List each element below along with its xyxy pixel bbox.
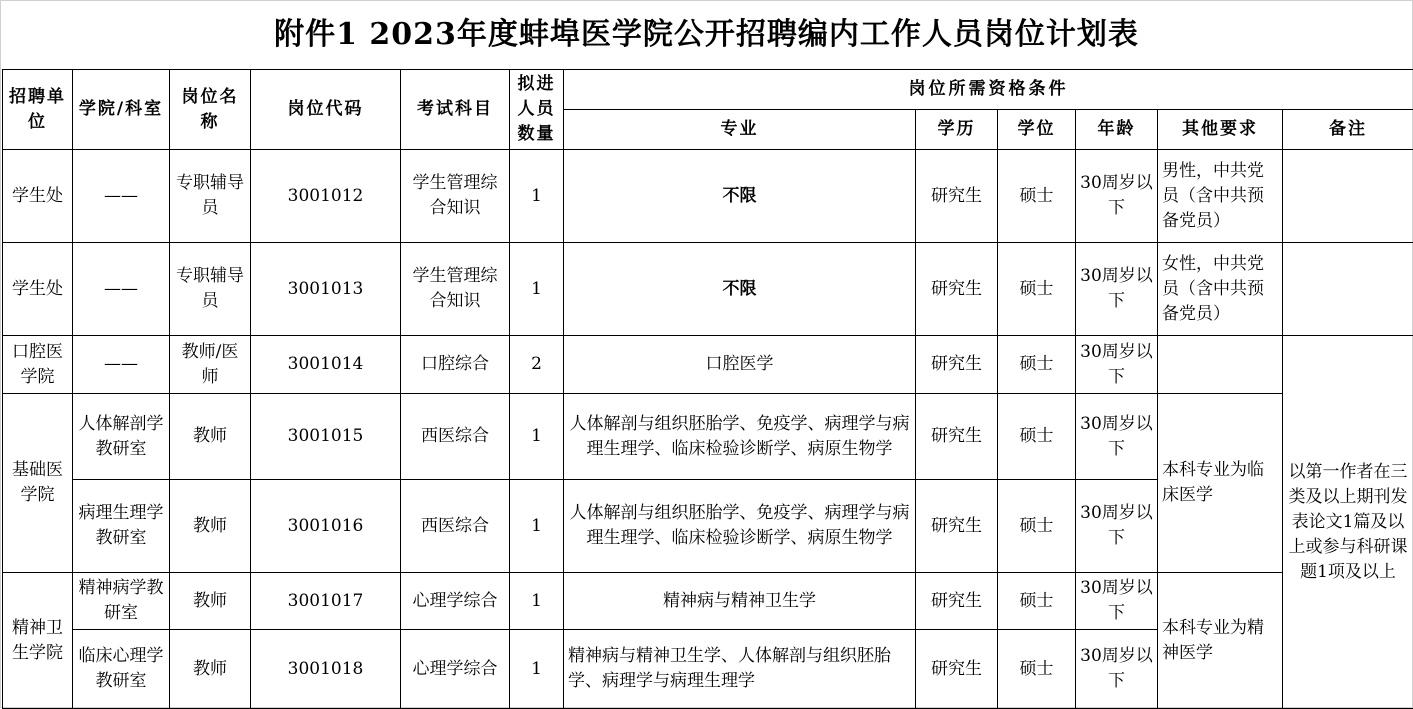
cell-count: 1 <box>510 394 564 480</box>
header-post-code: 岗位代码 <box>251 70 401 150</box>
table-row <box>3 394 1413 480</box>
cell-post-name: 教师 <box>170 394 251 480</box>
cell-degree: 硕士 <box>998 336 1076 394</box>
cell-shared-remark: 以第一作者在三类及以上期刊发表论文1篇及以上或参与科研课题1项及以上 <box>1283 336 1413 709</box>
header-qualifications: 岗位所需资格条件 <box>564 70 1413 110</box>
cell-age: 30周岁以下 <box>1076 394 1158 480</box>
cell-degree: 硕士 <box>998 243 1076 336</box>
cell-exam: 心理学综合 <box>401 630 510 709</box>
cell-other <box>1158 336 1283 394</box>
cell-remark <box>1283 150 1413 243</box>
cell-post-name: 专职辅导员 <box>170 243 251 336</box>
cell-degree: 硕士 <box>998 394 1076 480</box>
cell-education: 研究生 <box>916 630 998 709</box>
cell-post-name: 教师/医师 <box>170 336 251 394</box>
header-row-1 <box>3 70 1413 110</box>
cell-unit: 精神卫生学院 <box>3 573 73 709</box>
cell-dept: —— <box>73 336 170 394</box>
cell-post-code: 3001013 <box>251 243 401 336</box>
cell-exam: 学生管理综合知识 <box>401 150 510 243</box>
cell-age: 30周岁以下 <box>1076 150 1158 243</box>
cell-other: 本科专业为精神医学 <box>1158 573 1283 709</box>
cell-degree: 硕士 <box>998 630 1076 709</box>
page-title: 附件1 2023年度蚌埠医学院公开招聘编内工作人员岗位计划表 <box>1 1 1412 69</box>
table-row <box>3 243 1413 336</box>
cell-other: 女性，中共党员（含中共预备党员） <box>1158 243 1283 336</box>
cell-count: 1 <box>510 150 564 243</box>
cell-post-code: 3001012 <box>251 150 401 243</box>
cell-count: 1 <box>510 630 564 709</box>
cell-unit: 学生处 <box>3 150 73 243</box>
cell-post-code: 3001017 <box>251 573 401 630</box>
cell-exam: 心理学综合 <box>401 573 510 630</box>
cell-education: 研究生 <box>916 243 998 336</box>
header-degree: 学位 <box>998 110 1076 150</box>
cell-education: 研究生 <box>916 573 998 630</box>
cell-post-name: 教师 <box>170 573 251 630</box>
cell-major: 精神病与精神卫生学 <box>564 573 916 630</box>
cell-exam: 学生管理综合知识 <box>401 243 510 336</box>
cell-degree: 硕士 <box>998 150 1076 243</box>
cell-dept: —— <box>73 150 170 243</box>
header-post-name: 岗位名称 <box>170 70 251 150</box>
header-count: 拟进人员数量 <box>510 70 564 150</box>
cell-major: 精神病与精神卫生学、人体解剖与组织胚胎学、病理学与病理生理学 <box>564 630 916 709</box>
cell-dept: 人体解剖学教研室 <box>73 394 170 480</box>
cell-major: 口腔医学 <box>564 336 916 394</box>
cell-education: 研究生 <box>916 150 998 243</box>
cell-degree: 硕士 <box>998 480 1076 573</box>
cell-education: 研究生 <box>916 480 998 573</box>
header-education: 学历 <box>916 110 998 150</box>
header-unit: 招聘单位 <box>3 70 73 150</box>
cell-major: 人体解剖与组织胚胎学、免疫学、病理学与病理生理学、临床检验诊断学、病原生物学 <box>564 394 916 480</box>
table-row <box>3 150 1413 243</box>
cell-age: 30周岁以下 <box>1076 243 1158 336</box>
cell-age: 30周岁以下 <box>1076 630 1158 709</box>
cell-unit: 基础医学院 <box>3 394 73 573</box>
cell-post-code: 3001018 <box>251 630 401 709</box>
cell-exam: 西医综合 <box>401 394 510 480</box>
cell-other: 本科专业为临床医学 <box>1158 394 1283 573</box>
cell-post-name: 教师 <box>170 480 251 573</box>
cell-count: 1 <box>510 480 564 573</box>
cell-dept: 精神病学教研室 <box>73 573 170 630</box>
cell-major: 人体解剖与组织胚胎学、免疫学、病理学与病理生理学、临床检验诊断学、病原生物学 <box>564 480 916 573</box>
cell-major: 不限 <box>564 243 916 336</box>
header-exam: 考试科目 <box>401 70 510 150</box>
cell-exam: 口腔综合 <box>401 336 510 394</box>
header-age: 年龄 <box>1076 110 1158 150</box>
cell-remark <box>1283 243 1413 336</box>
cell-exam: 西医综合 <box>401 480 510 573</box>
cell-count: 1 <box>510 243 564 336</box>
cell-education: 研究生 <box>916 336 998 394</box>
cell-unit: 口腔医学院 <box>3 336 73 394</box>
cell-unit: 学生处 <box>3 243 73 336</box>
cell-age: 30周岁以下 <box>1076 573 1158 630</box>
cell-post-code: 3001016 <box>251 480 401 573</box>
cell-dept: —— <box>73 243 170 336</box>
header-other: 其他要求 <box>1158 110 1283 150</box>
cell-dept: 病理生理学教研室 <box>73 480 170 573</box>
header-remark: 备注 <box>1283 110 1413 150</box>
cell-age: 30周岁以下 <box>1076 336 1158 394</box>
cell-post-code: 3001014 <box>251 336 401 394</box>
header-major: 专业 <box>564 110 916 150</box>
cell-age: 30周岁以下 <box>1076 480 1158 573</box>
cell-dept: 临床心理学教研室 <box>73 630 170 709</box>
cell-post-name: 教师 <box>170 630 251 709</box>
recruitment-table <box>2 69 1413 709</box>
cell-degree: 硕士 <box>998 573 1076 630</box>
cell-education: 研究生 <box>916 394 998 480</box>
header-dept: 学院/科室 <box>73 70 170 150</box>
table-row <box>3 336 1413 394</box>
cell-other: 男性，中共党员（含中共预备党员） <box>1158 150 1283 243</box>
cell-post-code: 3001015 <box>251 394 401 480</box>
table-row <box>3 573 1413 630</box>
cell-count: 2 <box>510 336 564 394</box>
cell-post-name: 专职辅导员 <box>170 150 251 243</box>
cell-major: 不限 <box>564 150 916 243</box>
cell-count: 1 <box>510 573 564 630</box>
